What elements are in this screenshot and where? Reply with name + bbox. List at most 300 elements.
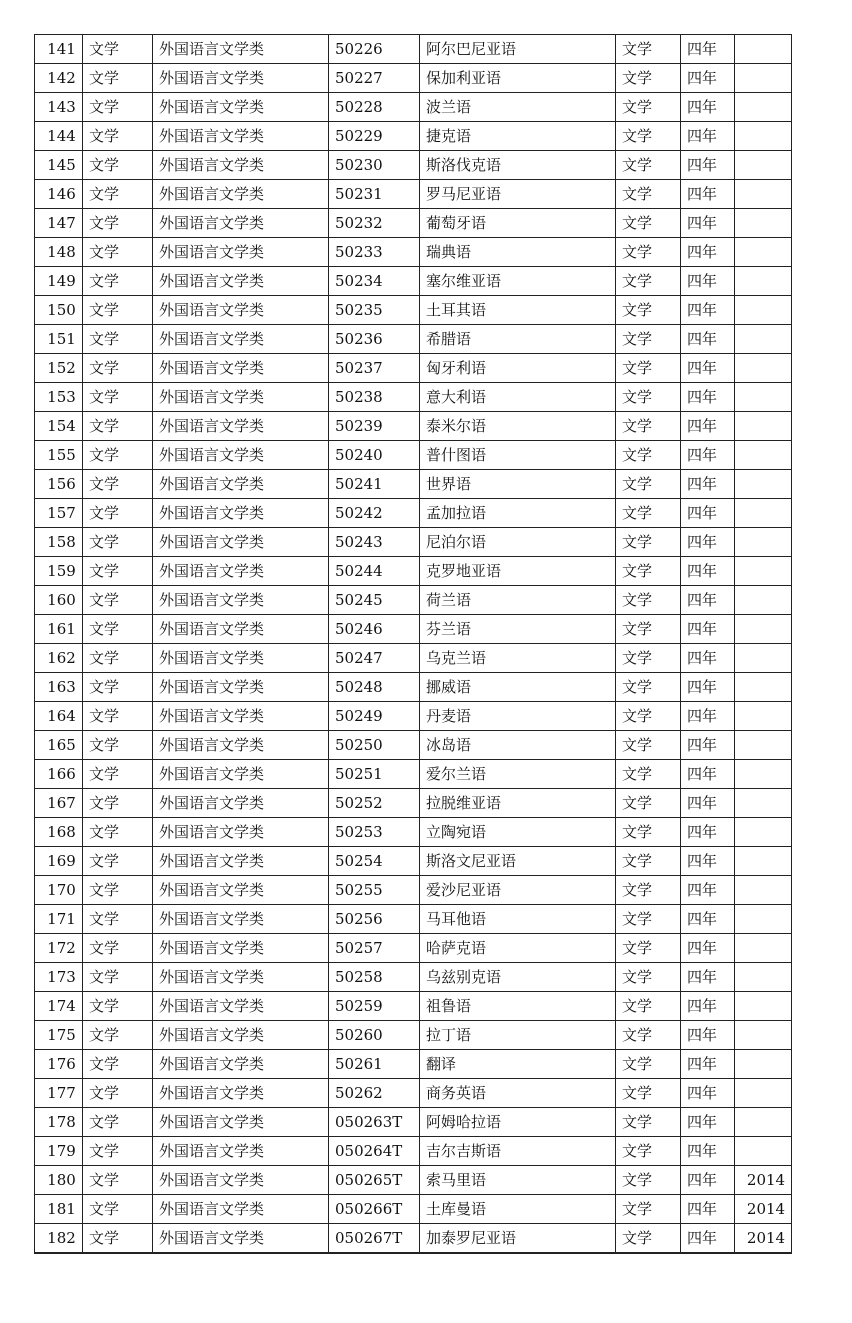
major-name-cell: 罗马尼亚语 (420, 180, 616, 209)
year-added-cell (735, 151, 792, 180)
major-code-cell: 50262 (329, 1079, 420, 1108)
table-row (35, 180, 792, 209)
row-number-cell: 146 (35, 180, 83, 209)
table-row (35, 441, 792, 470)
discipline-cell: 文学 (83, 1166, 153, 1195)
major-code-cell: 050263T (329, 1108, 420, 1137)
degree-cell: 文学 (616, 818, 681, 847)
table-row (35, 35, 792, 64)
table-row (35, 64, 792, 93)
row-number-cell: 181 (35, 1195, 83, 1224)
discipline-cell: 文学 (83, 963, 153, 992)
major-name-cell: 商务英语 (420, 1079, 616, 1108)
year-added-cell (735, 586, 792, 615)
table-row (35, 209, 792, 238)
degree-cell: 文学 (616, 934, 681, 963)
table-body (35, 35, 792, 1254)
major-name-cell: 孟加拉语 (420, 499, 616, 528)
major-name-cell: 克罗地亚语 (420, 557, 616, 586)
row-number-cell: 157 (35, 499, 83, 528)
major-code-cell: 50260 (329, 1021, 420, 1050)
duration-cell: 四年 (681, 383, 735, 412)
degree-cell: 文学 (616, 441, 681, 470)
major-code-cell: 50233 (329, 238, 420, 267)
degree-cell: 文学 (616, 963, 681, 992)
major-code-cell: 50229 (329, 122, 420, 151)
degree-cell: 文学 (616, 64, 681, 93)
table-row (35, 934, 792, 963)
major-name-cell: 索马里语 (420, 1166, 616, 1195)
major-code-cell: 50246 (329, 615, 420, 644)
row-number-cell: 144 (35, 122, 83, 151)
major-code-cell: 50240 (329, 441, 420, 470)
major-code-cell: 50251 (329, 760, 420, 789)
table-row (35, 1050, 792, 1079)
duration-cell: 四年 (681, 180, 735, 209)
year-added-cell (735, 557, 792, 586)
table-row (35, 151, 792, 180)
major-name-cell: 芬兰语 (420, 615, 616, 644)
major-name-cell: 马耳他语 (420, 905, 616, 934)
discipline-cell: 文学 (83, 267, 153, 296)
degree-cell: 文学 (616, 789, 681, 818)
degree-cell: 文学 (616, 238, 681, 267)
duration-cell: 四年 (681, 528, 735, 557)
degree-cell: 文学 (616, 1021, 681, 1050)
degree-cell: 文学 (616, 673, 681, 702)
duration-cell: 四年 (681, 470, 735, 499)
duration-cell: 四年 (681, 1050, 735, 1079)
table-row (35, 615, 792, 644)
degree-cell: 文学 (616, 644, 681, 673)
table-row (35, 93, 792, 122)
category-cell: 外国语言文学类 (153, 615, 329, 644)
degree-cell: 文学 (616, 586, 681, 615)
row-number-cell: 153 (35, 383, 83, 412)
row-number-cell: 164 (35, 702, 83, 731)
major-code-cell: 50255 (329, 876, 420, 905)
category-cell: 外国语言文学类 (153, 818, 329, 847)
row-number-cell: 154 (35, 412, 83, 441)
degree-cell: 文学 (616, 383, 681, 412)
major-name-cell: 哈萨克语 (420, 934, 616, 963)
duration-cell: 四年 (681, 1137, 735, 1166)
discipline-cell: 文学 (83, 470, 153, 499)
year-added-cell (735, 296, 792, 325)
major-name-cell: 阿姆哈拉语 (420, 1108, 616, 1137)
degree-cell: 文学 (616, 1166, 681, 1195)
year-added-cell (735, 673, 792, 702)
discipline-cell: 文学 (83, 93, 153, 122)
duration-cell: 四年 (681, 673, 735, 702)
row-number-cell: 166 (35, 760, 83, 789)
discipline-cell: 文学 (83, 760, 153, 789)
discipline-cell: 文学 (83, 35, 153, 64)
duration-cell: 四年 (681, 586, 735, 615)
degree-cell: 文学 (616, 1108, 681, 1137)
degree-cell: 文学 (616, 499, 681, 528)
major-code-cell: 50258 (329, 963, 420, 992)
year-added-cell (735, 818, 792, 847)
major-name-cell: 爱沙尼亚语 (420, 876, 616, 905)
major-code-cell: 50239 (329, 412, 420, 441)
year-added-cell (735, 963, 792, 992)
duration-cell: 四年 (681, 847, 735, 876)
row-number-cell: 178 (35, 1108, 83, 1137)
category-cell: 外国语言文学类 (153, 644, 329, 673)
row-number-cell: 179 (35, 1137, 83, 1166)
major-code-cell: 50245 (329, 586, 420, 615)
category-cell: 外国语言文学类 (153, 325, 329, 354)
degree-cell: 文学 (616, 470, 681, 499)
table-row (35, 992, 792, 1021)
year-added-cell (735, 383, 792, 412)
duration-cell: 四年 (681, 238, 735, 267)
table-row (35, 1021, 792, 1050)
degree-cell: 文学 (616, 528, 681, 557)
category-cell: 外国语言文学类 (153, 557, 329, 586)
major-code-cell: 50228 (329, 93, 420, 122)
row-number-cell: 158 (35, 528, 83, 557)
table-row (35, 499, 792, 528)
major-name-cell: 加泰罗尼亚语 (420, 1224, 616, 1254)
major-code-cell: 50227 (329, 64, 420, 93)
major-code-cell: 50259 (329, 992, 420, 1021)
discipline-cell: 文学 (83, 238, 153, 267)
discipline-cell: 文学 (83, 499, 153, 528)
row-number-cell: 182 (35, 1224, 83, 1254)
duration-cell: 四年 (681, 963, 735, 992)
major-code-cell: 50250 (329, 731, 420, 760)
major-name-cell: 斯洛文尼亚语 (420, 847, 616, 876)
duration-cell: 四年 (681, 499, 735, 528)
duration-cell: 四年 (681, 267, 735, 296)
row-number-cell: 174 (35, 992, 83, 1021)
category-cell: 外国语言文学类 (153, 93, 329, 122)
category-cell: 外国语言文学类 (153, 528, 329, 557)
discipline-cell: 文学 (83, 557, 153, 586)
year-added-cell (735, 470, 792, 499)
table-row (35, 1137, 792, 1166)
degree-cell: 文学 (616, 354, 681, 383)
major-code-cell: 50242 (329, 499, 420, 528)
table-row (35, 702, 792, 731)
duration-cell: 四年 (681, 992, 735, 1021)
discipline-cell: 文学 (83, 905, 153, 934)
table-row (35, 847, 792, 876)
major-code-cell: 50235 (329, 296, 420, 325)
major-name-cell: 瑞典语 (420, 238, 616, 267)
table-row (35, 644, 792, 673)
table-row (35, 789, 792, 818)
row-number-cell: 180 (35, 1166, 83, 1195)
duration-cell: 四年 (681, 731, 735, 760)
row-number-cell: 152 (35, 354, 83, 383)
year-added-cell (735, 1021, 792, 1050)
category-cell: 外国语言文学类 (153, 586, 329, 615)
row-number-cell: 143 (35, 93, 83, 122)
row-number-cell: 169 (35, 847, 83, 876)
year-added-cell (735, 934, 792, 963)
discipline-cell: 文学 (83, 209, 153, 238)
year-added-cell (735, 209, 792, 238)
year-added-cell (735, 325, 792, 354)
duration-cell: 四年 (681, 412, 735, 441)
major-name-cell: 祖鲁语 (420, 992, 616, 1021)
discipline-cell: 文学 (83, 818, 153, 847)
category-cell: 外国语言文学类 (153, 383, 329, 412)
duration-cell: 四年 (681, 557, 735, 586)
degree-cell: 文学 (616, 93, 681, 122)
major-name-cell: 希腊语 (420, 325, 616, 354)
degree-cell: 文学 (616, 615, 681, 644)
table-row (35, 528, 792, 557)
year-added-cell (735, 731, 792, 760)
table-row (35, 238, 792, 267)
row-number-cell: 168 (35, 818, 83, 847)
major-code-cell: 50243 (329, 528, 420, 557)
row-number-cell: 160 (35, 586, 83, 615)
year-added-cell (735, 528, 792, 557)
year-added-cell (735, 122, 792, 151)
degree-cell: 文学 (616, 1079, 681, 1108)
major-name-cell: 土库曼语 (420, 1195, 616, 1224)
year-added-cell (735, 702, 792, 731)
category-cell: 外国语言文学类 (153, 1166, 329, 1195)
major-code-cell: 50230 (329, 151, 420, 180)
degree-cell: 文学 (616, 557, 681, 586)
discipline-cell: 文学 (83, 296, 153, 325)
major-name-cell: 阿尔巴尼亚语 (420, 35, 616, 64)
table-row (35, 731, 792, 760)
major-code-cell: 50253 (329, 818, 420, 847)
year-added-cell (735, 905, 792, 934)
year-added-cell (735, 412, 792, 441)
category-cell: 外国语言文学类 (153, 905, 329, 934)
discipline-cell: 文学 (83, 325, 153, 354)
major-code-cell: 050266T (329, 1195, 420, 1224)
table-row (35, 1108, 792, 1137)
discipline-cell: 文学 (83, 876, 153, 905)
year-added-cell (735, 644, 792, 673)
discipline-cell: 文学 (83, 1224, 153, 1254)
duration-cell: 四年 (681, 93, 735, 122)
discipline-cell: 文学 (83, 1195, 153, 1224)
category-cell: 外国语言文学类 (153, 992, 329, 1021)
discipline-cell: 文学 (83, 731, 153, 760)
major-name-cell: 丹麦语 (420, 702, 616, 731)
degree-cell: 文学 (616, 209, 681, 238)
category-cell: 外国语言文学类 (153, 1137, 329, 1166)
major-name-cell: 冰岛语 (420, 731, 616, 760)
category-cell: 外国语言文学类 (153, 1224, 329, 1254)
category-cell: 外国语言文学类 (153, 441, 329, 470)
category-cell: 外国语言文学类 (153, 238, 329, 267)
category-cell: 外国语言文学类 (153, 1050, 329, 1079)
major-name-cell: 尼泊尔语 (420, 528, 616, 557)
major-name-cell: 爱尔兰语 (420, 760, 616, 789)
duration-cell: 四年 (681, 702, 735, 731)
major-code-cell: 050267T (329, 1224, 420, 1254)
table-row (35, 673, 792, 702)
major-name-cell: 土耳其语 (420, 296, 616, 325)
year-added-cell (735, 789, 792, 818)
major-code-cell: 50237 (329, 354, 420, 383)
table-row (35, 1195, 792, 1224)
category-cell: 外国语言文学类 (153, 673, 329, 702)
row-number-cell: 167 (35, 789, 83, 818)
major-code-cell: 50244 (329, 557, 420, 586)
category-cell: 外国语言文学类 (153, 470, 329, 499)
duration-cell: 四年 (681, 905, 735, 934)
major-name-cell: 普什图语 (420, 441, 616, 470)
duration-cell: 四年 (681, 615, 735, 644)
degree-cell: 文学 (616, 35, 681, 64)
duration-cell: 四年 (681, 325, 735, 354)
row-number-cell: 170 (35, 876, 83, 905)
category-cell: 外国语言文学类 (153, 267, 329, 296)
year-added-cell: 2014 (735, 1195, 792, 1224)
degree-cell: 文学 (616, 151, 681, 180)
category-cell: 外国语言文学类 (153, 122, 329, 151)
category-cell: 外国语言文学类 (153, 354, 329, 383)
discipline-cell: 文学 (83, 673, 153, 702)
major-name-cell: 吉尔吉斯语 (420, 1137, 616, 1166)
discipline-cell: 文学 (83, 180, 153, 209)
discipline-cell: 文学 (83, 441, 153, 470)
degree-cell: 文学 (616, 412, 681, 441)
degree-cell: 文学 (616, 1137, 681, 1166)
degree-cell: 文学 (616, 122, 681, 151)
table-row (35, 1079, 792, 1108)
table-row (35, 557, 792, 586)
table-row (35, 1224, 792, 1254)
duration-cell: 四年 (681, 789, 735, 818)
category-cell: 外国语言文学类 (153, 1108, 329, 1137)
discipline-cell: 文学 (83, 586, 153, 615)
degree-cell: 文学 (616, 847, 681, 876)
major-code-cell: 50261 (329, 1050, 420, 1079)
major-code-cell: 50234 (329, 267, 420, 296)
category-cell: 外国语言文学类 (153, 180, 329, 209)
major-name-cell: 拉脱维亚语 (420, 789, 616, 818)
duration-cell: 四年 (681, 64, 735, 93)
table-row (35, 325, 792, 354)
row-number-cell: 142 (35, 64, 83, 93)
table-row (35, 586, 792, 615)
year-added-cell (735, 267, 792, 296)
discipline-cell: 文学 (83, 615, 153, 644)
year-added-cell (735, 1108, 792, 1137)
year-added-cell (735, 35, 792, 64)
duration-cell: 四年 (681, 209, 735, 238)
row-number-cell: 149 (35, 267, 83, 296)
major-name-cell: 葡萄牙语 (420, 209, 616, 238)
row-number-cell: 163 (35, 673, 83, 702)
degree-cell: 文学 (616, 905, 681, 934)
row-number-cell: 156 (35, 470, 83, 499)
year-added-cell (735, 1050, 792, 1079)
discipline-cell: 文学 (83, 1021, 153, 1050)
discipline-cell: 文学 (83, 354, 153, 383)
table-row (35, 818, 792, 847)
degree-cell: 文学 (616, 992, 681, 1021)
row-number-cell: 177 (35, 1079, 83, 1108)
major-code-cell: 50248 (329, 673, 420, 702)
row-number-cell: 176 (35, 1050, 83, 1079)
year-added-cell (735, 992, 792, 1021)
degree-cell: 文学 (616, 1195, 681, 1224)
category-cell: 外国语言文学类 (153, 731, 329, 760)
degree-cell: 文学 (616, 876, 681, 905)
duration-cell: 四年 (681, 644, 735, 673)
major-name-cell: 挪威语 (420, 673, 616, 702)
year-added-cell (735, 238, 792, 267)
row-number-cell: 150 (35, 296, 83, 325)
major-code-cell: 50252 (329, 789, 420, 818)
category-cell: 外国语言文学类 (153, 1021, 329, 1050)
category-cell: 外国语言文学类 (153, 209, 329, 238)
category-cell: 外国语言文学类 (153, 789, 329, 818)
row-number-cell: 141 (35, 35, 83, 64)
major-code-cell: 50254 (329, 847, 420, 876)
major-code-cell: 50247 (329, 644, 420, 673)
major-name-cell: 塞尔维亚语 (420, 267, 616, 296)
duration-cell: 四年 (681, 1195, 735, 1224)
year-added-cell (735, 354, 792, 383)
table-row (35, 267, 792, 296)
row-number-cell: 155 (35, 441, 83, 470)
category-cell: 外国语言文学类 (153, 702, 329, 731)
category-cell: 外国语言文学类 (153, 151, 329, 180)
major-name-cell: 乌兹别克语 (420, 963, 616, 992)
row-number-cell: 175 (35, 1021, 83, 1050)
category-cell: 外国语言文学类 (153, 35, 329, 64)
duration-cell: 四年 (681, 1079, 735, 1108)
category-cell: 外国语言文学类 (153, 64, 329, 93)
discipline-cell: 文学 (83, 1050, 153, 1079)
row-number-cell: 148 (35, 238, 83, 267)
degree-cell: 文学 (616, 325, 681, 354)
major-name-cell: 匈牙利语 (420, 354, 616, 383)
major-code-cell: 50236 (329, 325, 420, 354)
year-added-cell (735, 93, 792, 122)
row-number-cell: 151 (35, 325, 83, 354)
category-cell: 外国语言文学类 (153, 1079, 329, 1108)
duration-cell: 四年 (681, 818, 735, 847)
major-code-cell: 50238 (329, 383, 420, 412)
discipline-cell: 文学 (83, 992, 153, 1021)
discipline-cell: 文学 (83, 1079, 153, 1108)
discipline-cell: 文学 (83, 1137, 153, 1166)
major-code-cell: 50232 (329, 209, 420, 238)
major-name-cell: 立陶宛语 (420, 818, 616, 847)
degree-cell: 文学 (616, 731, 681, 760)
year-added-cell (735, 499, 792, 528)
major-name-cell: 乌克兰语 (420, 644, 616, 673)
discipline-cell: 文学 (83, 702, 153, 731)
duration-cell: 四年 (681, 35, 735, 64)
table-row (35, 760, 792, 789)
table-row (35, 470, 792, 499)
major-name-cell: 世界语 (420, 470, 616, 499)
year-added-cell (735, 615, 792, 644)
table-row (35, 876, 792, 905)
duration-cell: 四年 (681, 1021, 735, 1050)
major-code-cell: 050265T (329, 1166, 420, 1195)
degree-cell: 文学 (616, 267, 681, 296)
duration-cell: 四年 (681, 354, 735, 383)
